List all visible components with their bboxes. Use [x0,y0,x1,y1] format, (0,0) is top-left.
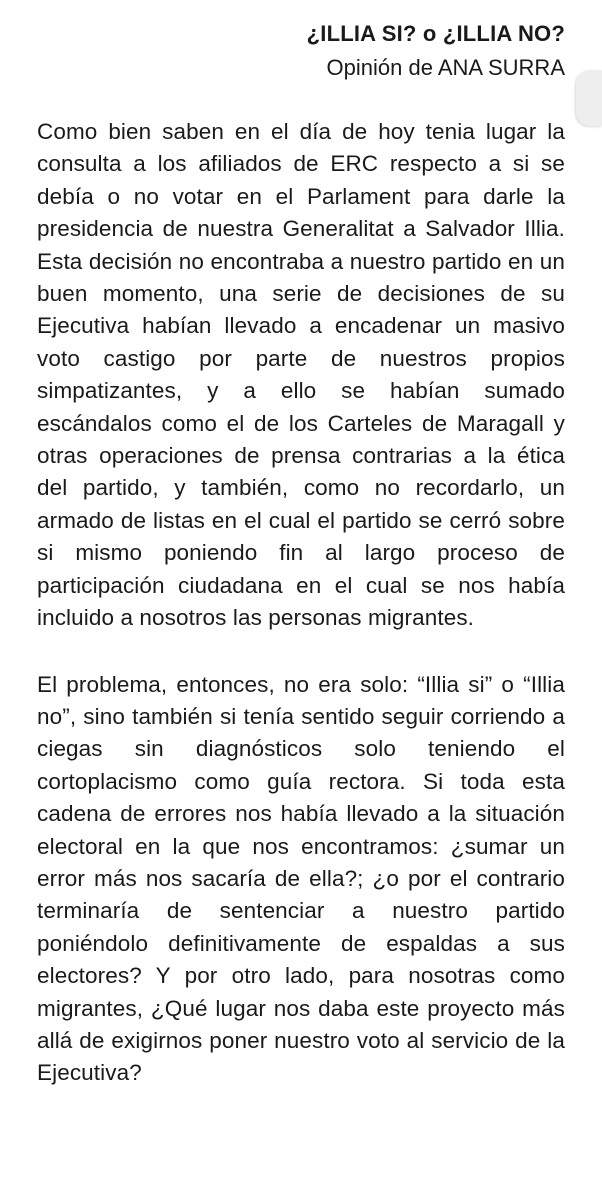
paragraph-2: El problema, entonces, no era solo: “Illia si” o “Illia no”, sino también si tenía sentido seguir corriendo a ciegas sin diagnósticos solo teniendo el cortoplacismo como guía rectora. Si toda esta cadena de errores nos había llevado a la situación electoral en la que nos encontramos: ¿sumar un error más nos sacaría de ella?; ¿o por el contrario terminaría de sentenciar a nuestro partido poniéndolo definitivamente de espaldas a sus electores? Y por otro lado, para nosotras como migrantes, ¿Qué lugar nos daba este proyecto más allá de exigirnos poner nuestro voto al servicio de la Ejecutiva? [37,671,565,1086]
article-body [37,116,565,1124]
article-byline: Opinión de ANA SURRA [326,55,565,80]
article-title: ¿ILLIA SI? o ¿ILLIA NO? [306,21,565,46]
scroll-handle[interactable] [576,70,602,126]
article-header [307,20,565,82]
paragraph-1: Como bien saben en el día de hoy tenia lugar la consulta a los afiliados de ERC respecto a si se debía o no votar en el Parlament para darle la presidencia de nuestra Generalitat a Salvador Illia. Esta decisión no encontraba a nuestro partido en un buen momento, una serie de decisiones de su Ejecutiva habían llevado a encadenar un masivo voto castigo por parte de nuestros propios simpatizantes, y a ello se habían sumado escándalos como el de los Carteles de Maragall y otras operaciones de prensa contrarias a la ética del partido, y también, como no recordarlo, un armado de listas en el cual el partido se cerró sobre si mismo poniendo fin al largo proceso de participación ciudadana en el cual se nos había incluido a nosotros las personas migrantes. [37,119,565,631]
